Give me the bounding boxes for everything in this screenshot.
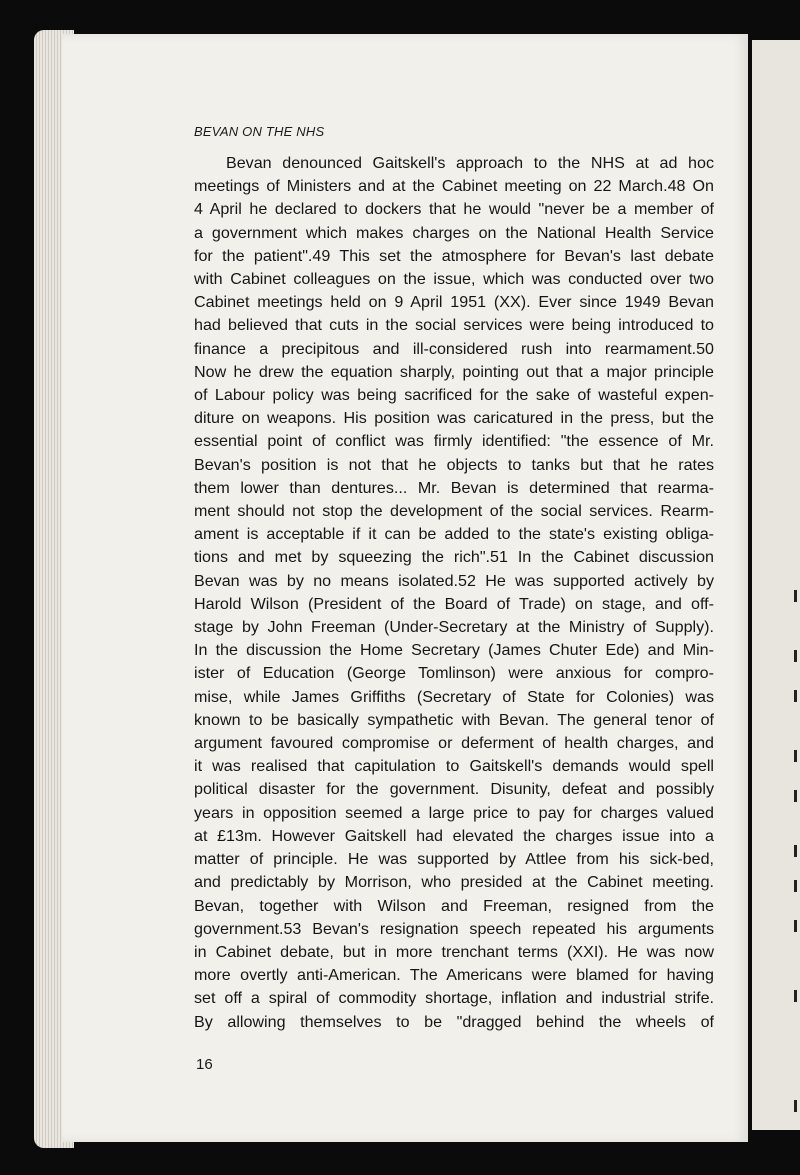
text-line: known to be basically sympathetic with Bevan. The general tenor of xyxy=(194,710,714,729)
text-line: in Cabinet debate, but in more trenchant terms (XXI). He was now xyxy=(194,942,714,961)
text-line: 4 April he declared to dockers that he would "never be a member of xyxy=(194,200,714,219)
text-line: ment should not stop the development of the social services. Rearm- xyxy=(194,502,714,521)
text-line: ament is acceptable if it can be added to the state's existing obliga- xyxy=(194,525,714,544)
text-line: had believed that cuts in the social services were being introduced to xyxy=(194,316,714,335)
text-line: diture on weapons. His position was caricatured in the press, but the xyxy=(194,409,714,428)
text-line: at £13m. However Gaitskell had elevated the charges issue into a xyxy=(194,826,714,845)
text-line: with Cabinet colleagues on the issue, which was conducted over two xyxy=(194,270,714,289)
text-line: years in opposition seemed a large price to pay for charges valued xyxy=(194,803,714,822)
text-line: stage by John Freeman (Under-Secretary at the Ministry of Supply). xyxy=(194,618,714,637)
text-line: and predictably by Morrison, who presided at the Cabinet meeting. xyxy=(194,873,714,892)
text-line: government.53 Bevan's resignation speech repeated his arguments xyxy=(194,919,714,938)
text-line: for the patient".49 This set the atmosphere for Bevan's last debate xyxy=(194,246,714,265)
text-line: argument favoured compromise or deferment of health charges, and xyxy=(194,734,714,753)
text-line: of Labour policy was being sacrificed for the sake of wasteful expen- xyxy=(194,386,714,405)
text-line: Bevan's position is not that he objects to tanks but that he rates xyxy=(194,455,714,474)
text-line: political disaster for the government. Disunity, defeat and possibly xyxy=(194,780,714,799)
text-line: more overtly anti-American. The Americans were blamed for having xyxy=(194,966,714,985)
page-number: 16 xyxy=(196,1056,213,1073)
text-line: Bevan denounced Gaitskell's approach to the NHS at ad hoc xyxy=(226,154,714,172)
text-line: ister of Education (George Tomlinson) were anxious for compro- xyxy=(194,664,714,683)
running-head: BEVAN ON THE NHS xyxy=(194,124,325,139)
text-line: a government which makes charges on the National Health Service xyxy=(194,223,714,242)
text-line: it was realised that capitulation to Gaitskell's demands would spell xyxy=(194,757,714,776)
text-line: set off a spiral of commodity shortage, inflation and industrial strife. xyxy=(194,989,714,1008)
text-line: Harold Wilson (President of the Board of Trade) on stage, and off- xyxy=(194,594,714,613)
text-line: meetings of Ministers and at the Cabinet meeting on 22 March.48 On xyxy=(194,177,714,196)
facing-page-text-fragments xyxy=(792,590,800,1120)
text-line: Cabinet meetings held on 9 April 1951 (XX). Ever since 1949 Bevan xyxy=(194,293,714,312)
text-line: Now he drew the equation sharply, pointing out that a major principle xyxy=(194,362,714,381)
text-line: Bevan was by no means isolated.52 He was supported actively by xyxy=(194,571,714,590)
text-line: mise, while James Griffiths (Secretary of State for Colonies) was xyxy=(194,687,714,706)
text-line: matter of principle. He was supported by Attlee from his sick-bed, xyxy=(194,850,714,869)
text-line: In the discussion the Home Secretary (James Chuter Ede) and Min- xyxy=(194,641,714,660)
body-text xyxy=(194,152,714,1034)
text-line: tions and met by squeezing the rich".51 In the Cabinet discussion xyxy=(194,548,714,567)
text-line: finance a precipitous and ill-considered rush into rearmament.50 xyxy=(194,339,714,358)
text-line: Bevan, together with Wilson and Freeman, resigned from the xyxy=(194,896,714,915)
text-line: By allowing themselves to be "dragged behind the wheels of xyxy=(194,1012,714,1031)
text-line: them lower than dentures... Mr. Bevan is determined that rearma- xyxy=(194,478,714,497)
text-line: essential point of conflict was firmly identified: "the essence of Mr. xyxy=(194,432,714,451)
